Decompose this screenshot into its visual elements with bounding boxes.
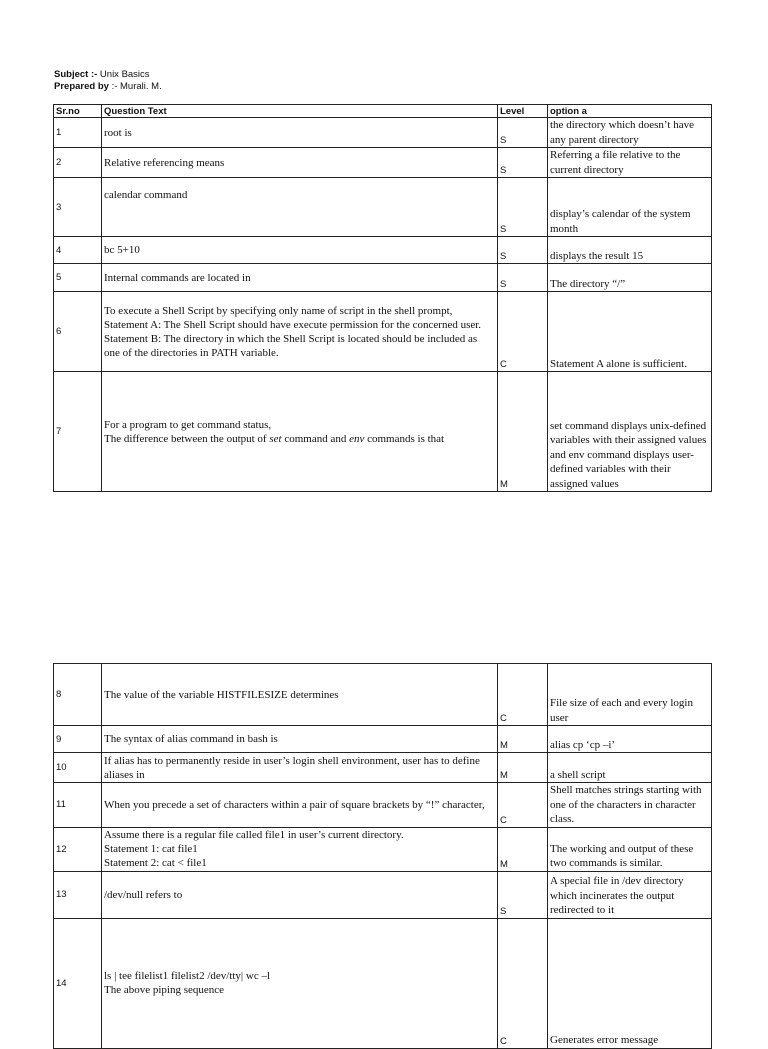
sr-no: 1 [54,118,102,148]
option-a: A special file in /dev directory which incinerates the output redirected to it [548,871,712,918]
question-text: bc 5+10 [102,237,498,264]
table-row [54,726,712,753]
table-header-row [54,105,712,118]
level: S [498,148,548,178]
level: S [498,871,548,918]
question-text: /dev/null refers to [102,871,498,918]
question-text: The syntax of alias command in bash is [102,726,498,753]
level: C [498,664,548,726]
question-text: Internal commands are located in [102,264,498,292]
table-row [54,827,712,871]
questions-table-1 [53,104,712,492]
col-header-level: Level [498,105,548,118]
question-line: For a program to get command status, [104,418,272,431]
level: M [498,753,548,783]
option-a: Referring a file relative to the current directory [548,148,712,178]
level: S [498,178,548,237]
sr-no: 8 [54,664,102,726]
col-header-option-a: option a [548,105,712,118]
table-row [54,264,712,292]
question-part: command and [281,432,350,445]
level: M [498,726,548,753]
table-row [54,148,712,178]
level: S [498,118,548,148]
option-a: set command displays unix-defined variables with their assigned values and env command displays user-defined variables with their assigned values [548,372,712,492]
prepared-line [54,81,162,92]
sr-no: 11 [54,783,102,828]
question-text: The value of the variable HISTFILESIZE determines [102,664,498,726]
option-a: The working and output of these two commands is similar. [548,827,712,871]
prepared-label: Prepared by [54,81,109,92]
sr-no: 9 [54,726,102,753]
table-row [54,178,712,237]
question-text: When you precede a set of characters within a pair of square brackets by “!” character, [102,783,498,828]
sr-no: 2 [54,148,102,178]
level: S [498,237,548,264]
env-command: env [349,432,365,445]
question-text: If alias has to permanently reside in user’s login shell environment, user has to define aliases in [102,753,498,783]
option-a: alias cp ‘cp –i’ [548,726,712,753]
table-row [54,918,712,1048]
question-text: ls | tee filelist1 filelist2 /dev/tty| wc –l The above piping sequence [102,918,498,1048]
option-a: Shell matches strings starting with one of the characters in character class. [548,783,712,828]
level: C [498,783,548,828]
sr-no: 3 [54,178,102,237]
level: C [498,918,548,1048]
option-a: Statement A alone is sufficient. [548,292,712,372]
question-part: The difference between the output of [104,432,270,445]
set-command: set [269,432,282,445]
table-row [54,664,712,726]
level: S [498,264,548,292]
table-row [54,118,712,148]
subject-label: Subject :- [54,69,98,80]
level: M [498,372,548,492]
sr-no: 5 [54,264,102,292]
table-row [54,783,712,828]
prepared-value: :- Murali. M. [111,81,162,92]
question-text: To execute a Shell Script by specifying only name of script in the shell prompt, Statement A: The Shell Script should have execute permission for the concerned user. Statement B: The directory in which the Shell Script is located should be included as one of the directories in PATH variable. [102,292,498,372]
col-header-srno: Sr.no [54,105,102,118]
question-part: commands is that [364,432,445,445]
table-row [54,372,712,492]
level: M [498,827,548,871]
option-a: the directory which doesn’t have any parent directory [548,118,712,148]
sr-no: 6 [54,292,102,372]
option-a: Generates error message [548,918,712,1048]
sr-no: 10 [54,753,102,783]
subject-value: Unix Basics [99,69,150,80]
sr-no: 12 [54,827,102,871]
table-row [54,292,712,372]
option-a: display’s calendar of the system month [548,178,712,237]
table-row [54,871,712,918]
sr-no: 14 [54,918,102,1048]
option-a: a shell script [548,753,712,783]
option-a: File size of each and every login user [548,664,712,726]
questions-table-2 [53,663,712,1049]
level: C [498,292,548,372]
table-row [54,753,712,783]
option-a: The directory “/” [548,264,712,292]
question-text: Assume there is a regular file called file1 in user’s current directory. Statement 1: cat file1 Statement 2: cat < file1 [102,827,498,871]
sr-no: 4 [54,237,102,264]
sr-no: 7 [54,372,102,492]
subject-line [54,69,150,80]
option-a: displays the result 15 [548,237,712,264]
sr-no: 13 [54,871,102,918]
question-text [102,372,498,492]
question-text: Relative referencing means [102,148,498,178]
col-header-question: Question Text [102,105,498,118]
question-text: calendar command [102,178,498,237]
table-row [54,237,712,264]
question-text: root is [102,118,498,148]
